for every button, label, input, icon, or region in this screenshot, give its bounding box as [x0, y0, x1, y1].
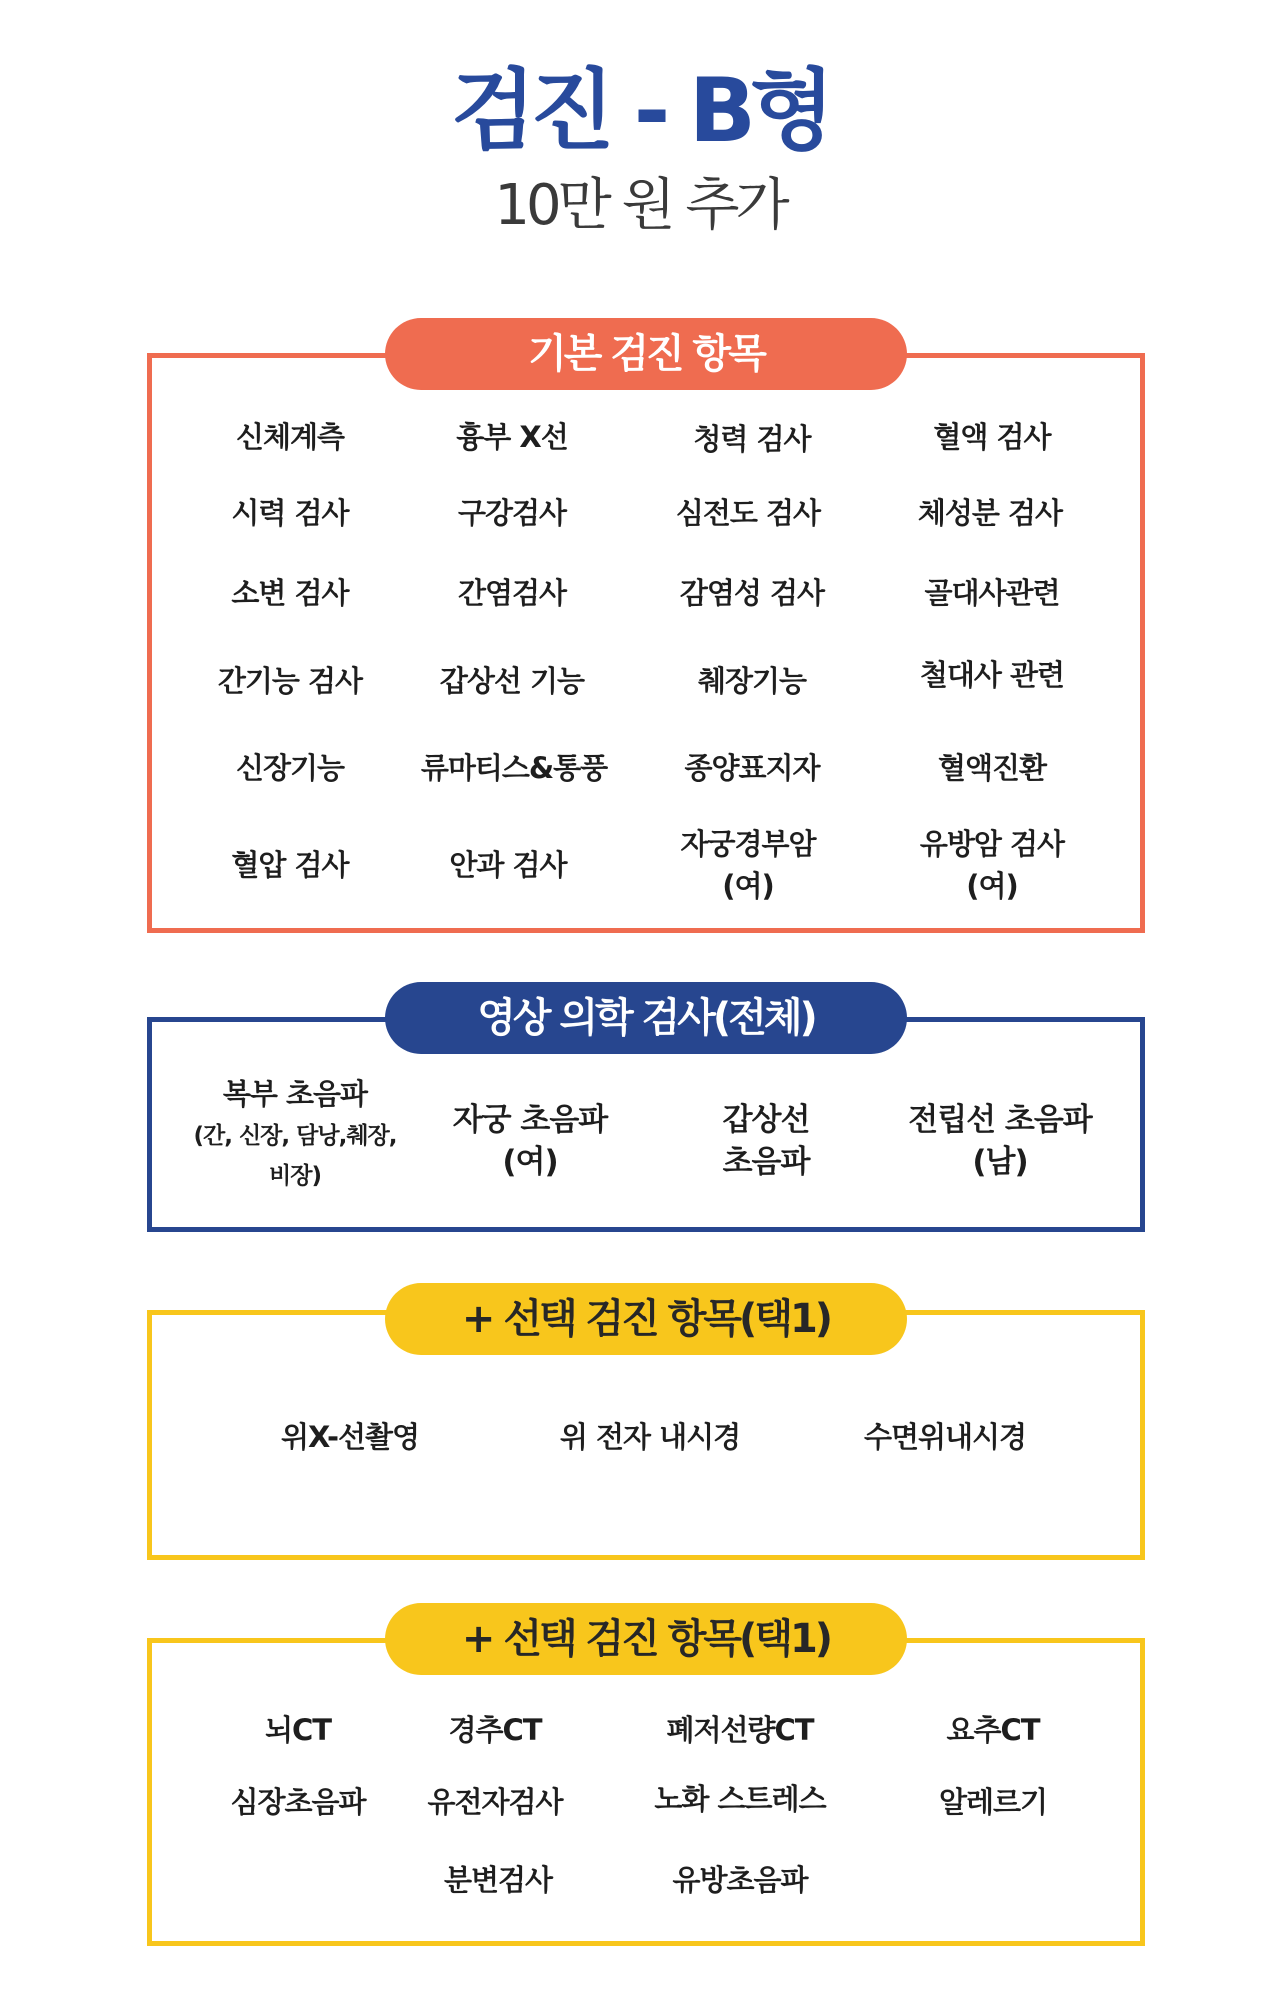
imaging-item-gender-note: (남): [972, 1144, 1028, 1180]
imaging-item-gender-note: (여): [502, 1144, 558, 1180]
basic-item: 안과 검사: [449, 848, 567, 882]
option2-title: + 선택 검진 항목(택1): [385, 1603, 907, 1675]
basic-item: 흉부 X선: [456, 420, 568, 454]
basic-item: 신장기능: [235, 751, 345, 785]
imaging-item-prostate: [880, 1099, 1120, 1183]
option2-item: 알레르기: [938, 1785, 1048, 1819]
imaging-item-label: 갑상선: [722, 1102, 810, 1138]
basic-item: 구강검사: [457, 496, 567, 530]
basic-item: 류마티스&통풍: [420, 751, 608, 785]
imaging-title: 영상 의학 검사(전체): [385, 982, 907, 1054]
basic-item: 시력 검사: [231, 496, 349, 530]
imaging-item-uterus: [430, 1099, 630, 1183]
option2-item: 경추CT: [448, 1713, 542, 1747]
imaging-item-detail: 비장): [269, 1163, 321, 1189]
imaging-item-label: 자궁 초음파: [452, 1102, 608, 1138]
basic-item: 신체계측: [235, 420, 345, 454]
basic-item: 감염성 검사: [679, 576, 825, 610]
basic-item-label: 자궁경부암: [680, 827, 816, 861]
basic-item: 갑상선 기능: [439, 664, 585, 698]
basic-item: 심전도 검사: [675, 496, 821, 530]
option2-item: 요추CT: [946, 1713, 1040, 1747]
basic-item: 혈액진환: [937, 751, 1047, 785]
imaging-item-label: 전립선 초음파: [908, 1102, 1092, 1138]
page-title: 검진 - B형: [451, 59, 829, 162]
option1-item: 위 전자 내시경: [559, 1420, 741, 1454]
option2-item: 폐저선량CT: [666, 1713, 814, 1747]
option2-item: 노화 스트레스: [654, 1782, 826, 1816]
basic-item-breast-cancer: [892, 823, 1092, 907]
imaging-item-label: 초음파: [722, 1144, 810, 1180]
basic-item: 소변 검사: [231, 576, 349, 610]
basic-item: 혈액 검사: [933, 420, 1051, 454]
option1-title: + 선택 검진 항목(택1): [385, 1283, 907, 1355]
option2-item: 분변검사: [443, 1863, 553, 1897]
basic-item: 혈압 검사: [231, 848, 349, 882]
imaging-item-abdomen: [160, 1072, 430, 1196]
imaging-item-detail: (간, 신장, 담낭,췌장,: [193, 1123, 397, 1149]
basic-checkup-title: 기본 검진 항목: [385, 318, 907, 390]
basic-item-gender-note: (여): [966, 869, 1018, 903]
option1-item: 수면위내시경: [863, 1420, 1027, 1454]
option2-item: 심장초음파: [230, 1785, 366, 1819]
basic-item-label: 유방암 검사: [919, 827, 1065, 861]
basic-item: 철대사 관련: [919, 658, 1065, 692]
basic-item-cervical-cancer: [648, 823, 848, 907]
basic-item: 간기능 검사: [217, 664, 363, 698]
basic-item: 종양표지자: [684, 751, 820, 785]
option2-item: 유전자검사: [427, 1785, 563, 1819]
basic-item: 골대사관련: [924, 576, 1060, 610]
basic-item: 체성분 검사: [917, 496, 1063, 530]
option2-item: 뇌CT: [264, 1713, 332, 1747]
imaging-item-label: 복부 초음파: [222, 1077, 368, 1111]
basic-item: 간염검사: [457, 576, 567, 610]
basic-item: 청력 검사: [693, 422, 811, 456]
option1-item: 위X-선촬영: [280, 1420, 420, 1454]
option2-item: 유방초음파: [672, 1863, 808, 1897]
price-subtitle: 10만 원 추가: [494, 173, 786, 238]
basic-item-gender-note: (여): [722, 869, 774, 903]
basic-item: 췌장기능: [697, 664, 807, 698]
imaging-item-thyroid: [666, 1099, 866, 1183]
